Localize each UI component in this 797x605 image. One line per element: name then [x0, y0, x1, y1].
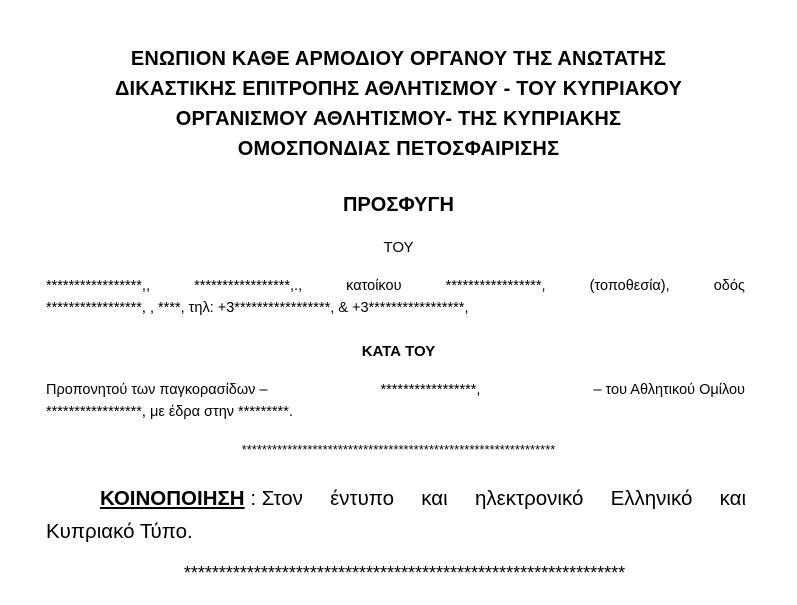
notice-word: και: [421, 487, 448, 510]
heading-line: ΕΝΩΠΙΟΝ ΚΑΘΕ ΑΡΜΟΔΙΟΥ ΟΡΓΑΝΟΥ ΤΗΣ ΑΝΩΤΑΤΗΣ: [130, 48, 667, 70]
appellant-line-1: [46, 275, 745, 297]
notice-word: Ελληνικό: [610, 487, 693, 510]
appellant-paragraph: [46, 275, 745, 319]
heading-line: ΔΙΚΑΣΤΙΚΗΣ ΕΠΙΤΡΟΠΗΣ ΑΘΛΗΤΙΣΜΟΥ - ΤΟΥ ΚΥΠΡΙΑΚΟΥ: [114, 78, 683, 100]
appellant-line-2: *****************, , ****, τηλ: +3*****************, & +3*****************,: [46, 300, 469, 316]
notice-line-2: Κυπριακό Τύπο.: [46, 520, 193, 543]
notice-line-1: [46, 482, 746, 515]
notice-word: : Στον: [250, 487, 303, 510]
separator-long: ***************************************************************: [183, 563, 626, 583]
respondent-line-1: [46, 379, 745, 401]
appellant-word: *****************,: [445, 278, 546, 294]
appellant-word: *****************,,: [46, 278, 150, 294]
heading-line: ΟΡΓΑΝΙΣΜΟΥ ΑΘΛΗΤΙΣΜΟΥ- ΤΗΣ ΚΥΠΡΙΑΚΗΣ: [175, 108, 622, 130]
respondent-paragraph: [46, 379, 745, 423]
notice-label-group: [100, 482, 303, 515]
appellant-word: *****************,.,: [194, 278, 303, 294]
respondent-word: *****************,: [380, 382, 481, 398]
respondent-line-2: *****************, με έδρα στην *********.: [46, 404, 293, 420]
notice-word: ηλεκτρονικό: [474, 487, 584, 510]
document-title: ΠΡΟΣΦΥΓΗ: [342, 194, 454, 216]
appellant-word: κατοίκου: [346, 278, 402, 294]
appellant-word: οδός: [713, 278, 745, 294]
notice-word: έντυπο: [330, 487, 395, 510]
separator-short: **************************************************************: [241, 442, 556, 457]
of-label: ΤΟΥ: [383, 239, 414, 256]
notice-word: και: [719, 487, 746, 510]
respondent-word: – του Αθλητικού Ομίλου: [593, 382, 745, 398]
heading-line: ΟΜΟΣΠΟΝΔΙΑΣ ΠΕΤΟΣΦΑΙΡΙΣΗΣ: [237, 138, 560, 160]
notice-label: ΚΟΙΝΟΠΟΙΗΣΗ: [100, 487, 245, 510]
respondent-word: Προπονητού των παγκορασίδων –: [46, 382, 268, 398]
appellant-word: (τοποθεσία),: [589, 278, 670, 294]
notice-paragraph: [46, 482, 746, 548]
document-heading: [40, 44, 757, 164]
against-label: ΚΑΤΑ ΤΟΥ: [361, 343, 436, 360]
